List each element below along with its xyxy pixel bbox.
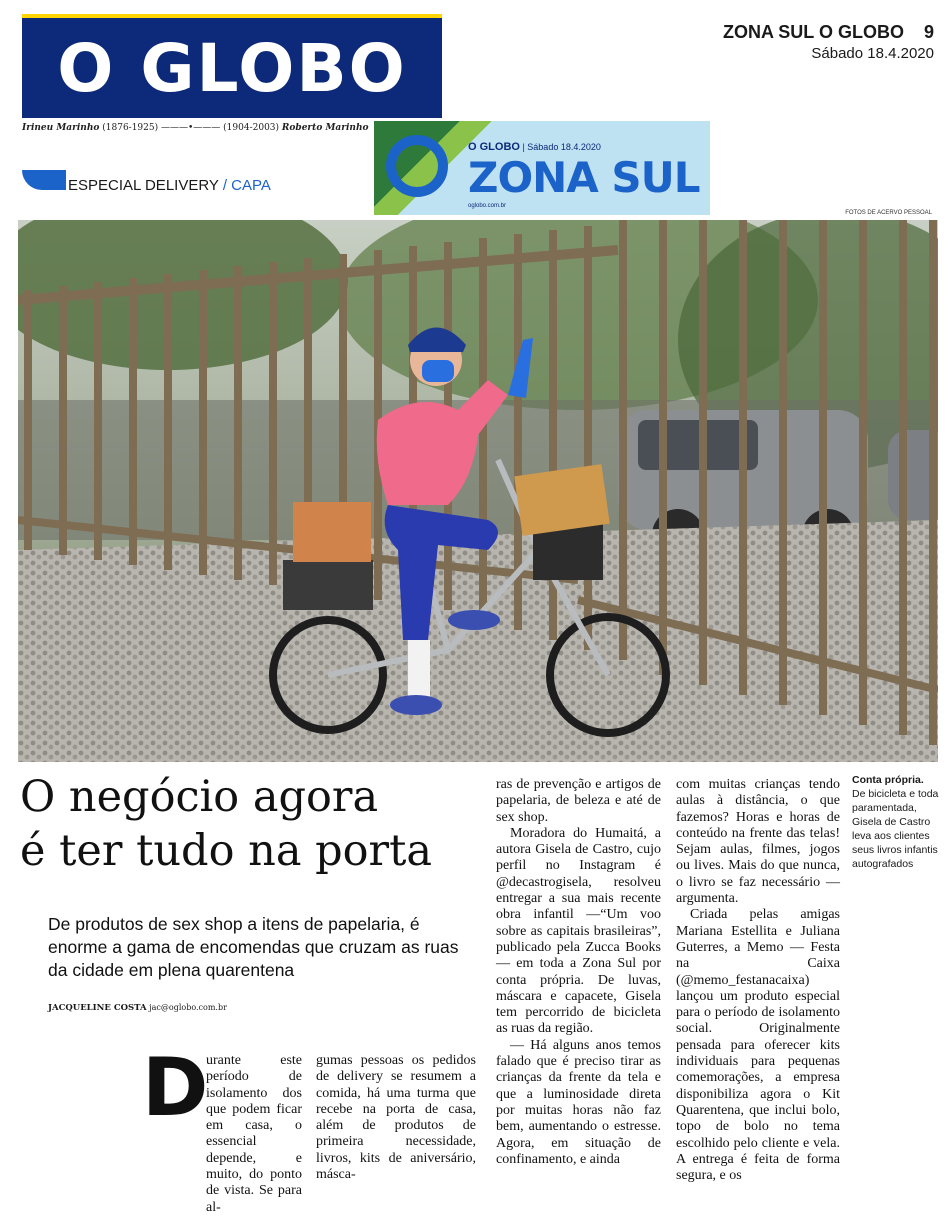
section-name: ESPECIAL DELIVERY xyxy=(68,176,219,194)
founder-left-name: Irineu Marinho xyxy=(22,123,100,133)
byline-author: JACQUELINE COSTA xyxy=(48,1003,147,1013)
paragraph: Criada pelas amigas Mariana Estellita e Juliana Guterres, a Memo — Festa na Caixa (@memo_festanacaixa) lançou um produto especial para o período de isolamento social. Originalmente pensada para oferecer kits individuais para pequenas comemorações, a empresa disponibiliza agora o Kit Quarentena, que inclui bolo, topo de bolo no tema escolhido pelo cliente e vela. A entrega é feita de forma segura, e os xyxy=(676,907,840,1184)
paragraph: urante este período de isolamento dos que podem ficar em casa, o essencial depende, e muito, do ponto de vista. Se para al- xyxy=(206,1053,302,1215)
headline-line-2: é ter tudo na porta xyxy=(20,826,433,876)
page-info xyxy=(723,22,934,62)
paragraph: — Há alguns anos temos falado que é preciso tirar as crianças da frente da tela e que a luminosidade direta por muitas horas não faz bem, aumentando o estresse. Agora, em situação de confinamento, e ainda xyxy=(496,1037,661,1167)
main-photo xyxy=(18,220,938,762)
paragraph: ras de prevenção e artigos de papelaria, de beleza e até de sex shop. xyxy=(496,777,661,825)
page-number: 9 xyxy=(923,22,934,42)
banner-title: ZONA SUL xyxy=(468,153,700,202)
body-column-3 xyxy=(496,777,661,1168)
banner-top-line: O GLOBO | Sábado 18.4.2020 xyxy=(468,141,601,153)
page-date: Sábado 18.4.2020 xyxy=(811,45,934,62)
section-sub: CAPA xyxy=(231,176,271,194)
byline xyxy=(48,1003,227,1013)
section-separator: / xyxy=(222,176,227,194)
founder-right-name: Roberto Marinho xyxy=(281,123,369,133)
masthead xyxy=(22,14,442,118)
paragraph: Moradora do Humaitá, a autora Gisela de Castro, cujo perfil no Instagram é @decastrogisela, resolveu entregar a sua mais recente obra infantil —“Um voo sobre as capitais brasileiras”, publicado pela Zucca Books — em toda a Zona Sul por conta própria. De luvas, máscara e capacete, Gisela tem percorrido de bicicleta as ruas da região. xyxy=(496,825,661,1037)
paragraph: gumas pessoas os pedidos de delivery se resumem a comida, há uma turma que recebe na porta de casa, além de produtos de primeira necessidade, livros, kits de aniversário, másca- xyxy=(316,1053,476,1183)
body-column-4 xyxy=(676,777,840,1184)
banner-o-icon xyxy=(386,135,448,197)
section-tag xyxy=(22,176,271,196)
founder-right-years: (1904-2003) xyxy=(223,123,280,133)
photo-illustration xyxy=(18,220,938,762)
banner-site: oglobo.com.br xyxy=(468,203,507,209)
headline-line-1: O negócio agora xyxy=(20,772,379,822)
body-column-2 xyxy=(316,1053,476,1183)
deck: De produtos de sex shop a itens de papelaria, é enorme a gama de encomendas que cruzam as ruas da cidade em plena quarentena xyxy=(48,914,459,980)
body-column-1 xyxy=(142,1041,302,1216)
masthead-logo: O GLOBO xyxy=(57,29,407,107)
dropcap: D xyxy=(142,1041,209,1134)
caption-title: Conta própria. xyxy=(852,774,924,786)
zona-sul-banner xyxy=(374,121,710,215)
masthead-logo-box xyxy=(22,18,442,118)
founders-divider: ———•——— xyxy=(161,123,224,133)
banner-date: Sábado 18.4.2020 xyxy=(527,142,601,152)
photo-credit: FOTOS DE ACERVO PESSOAL xyxy=(845,210,932,216)
page-section: ZONA SUL O GLOBO xyxy=(722,22,904,42)
paragraph: com muitas crianças tendo aulas à distância, o que fazemos? Horas e horas de conteúdo na frente das telas! Sejam aulas, filmes, jogos ou lives. Mais do que nunca, o livro se faz necessário — argumenta. xyxy=(676,777,840,907)
photo-caption xyxy=(852,773,942,871)
byline-email: jac@oglobo.com.br xyxy=(149,1003,227,1012)
banner-brand: O GLOBO xyxy=(468,141,520,153)
founder-left-years: (1876-1925) xyxy=(102,123,159,133)
section-mark-icon xyxy=(22,170,66,190)
caption-text: De bicicleta e toda paramentada, Gisela de Castro leva aos clientes seus livros infantis autografados xyxy=(852,788,939,870)
headline xyxy=(20,770,470,878)
